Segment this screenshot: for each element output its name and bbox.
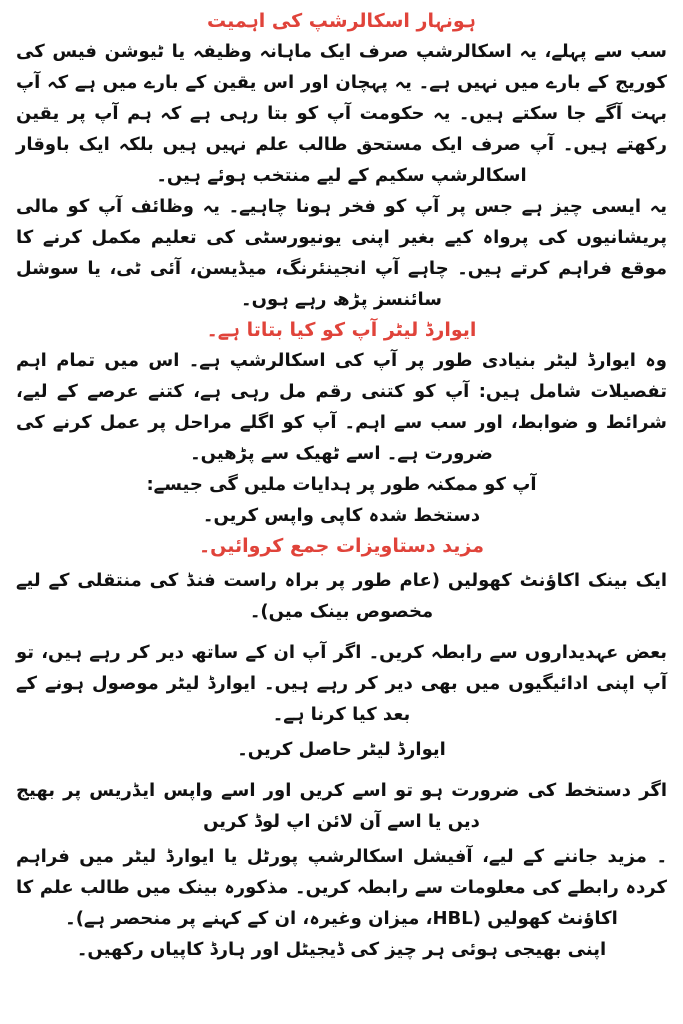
- award-letter-instructions-intro: آپ کو ممکنہ طور پر ہدایات ملیں گی جیسے:: [146, 474, 537, 495]
- importance-paragraph-2: یہ ایسی چیز ہے جس پر آپ کو فخر ہونا چاہیے۔ یہ وظائف آپ کو مالی پریشانیوں کی پرواہ کیے بغیر اپنی یونیورسٹی کی تعلیم مکمل کرنے کا موقع فراہم کرتے ہیں۔ چاہے آپ انجینئرنگ، میڈیسن، آئی ٹی، یا سوشل سائنسز پڑھ رہے ہوں۔: [16, 196, 667, 310]
- documents-get-award-letter: ایوارڈ لیٹر حاصل کریں۔: [237, 739, 446, 760]
- documents-more-info-paragraph: ۔ مزید جاننے کے لیے، آفیشل اسکالرشپ پورٹل یا ایوارڈ لیٹر میں فراہم کردہ رابطے کی معلومات سے رابطہ کریں۔ مذکورہ بینک میں طالب علم کا اکاؤنٹ کھولیں (HBL، میزان وغیرہ، ان کے کہنے پر منحصر ہے)۔: [16, 846, 667, 929]
- award-letter-paragraph: وہ ایوارڈ لیٹر بنیادی طور پر آپ کی اسکالرشپ ہے۔ اس میں تمام اہم تفصیلات شامل ہیں: آپ کو کتنی رقم مل رہی ہے، کتنے عرصے کے لیے، شرائط و ضوابط، اور سب سے اہم۔ آپ کو اگلے مراحل پر عمل کرنے کی ضرورت ہے۔ اسے ٹھیک سے پڑھیں۔: [16, 350, 667, 464]
- documents-signature-paragraph: اگر دستخط کی ضرورت ہو تو اسے کریں اور اسے واپس ایڈریس پر بھیج دیں یا اسے آن لائن اپ لوڈ کریں: [16, 780, 667, 832]
- documents-keep-copies: اپنی بھیجی ہوئی ہر چیز کی ڈیجیٹل اور ہارڈ کاپیاں رکھیں۔: [76, 939, 607, 960]
- importance-paragraph-1: سب سے پہلے، یہ اسکالرشپ صرف ایک ماہانہ وظیفہ یا ٹیوشن فیس کی کوریج کے بارے میں نہیں ہے۔ یہ پہچان اور اس یقین کے بارے میں ہے کہ آپ بہت آگے جا سکتے ہیں۔ یہ حکومت آپ کو بتا رہی ہے کہ ہم آپ پر یقین رکھتے ہیں۔ آپ صرف ایک مستحق طالب علم نہیں ہیں بلکہ ایک باوقار اسکالرشپ سکیم کے لیے منتخب ہوئے ہیں۔: [16, 41, 667, 186]
- documents-bank-account-paragraph: ایک بینک اکاؤنٹ کھولیں (عام طور پر براہ راست فنڈ کی منتقلی کے لیے مخصوص بینک میں)۔: [16, 570, 667, 622]
- importance-heading: ہونہار اسکالرشپ کی اہمیت: [207, 10, 476, 32]
- award-letter-instruction-item: دستخط شدہ کاپی واپس کریں۔: [202, 505, 481, 526]
- award-letter-heading: ایوارڈ لیٹر آپ کو کیا بتاتا ہے۔: [206, 319, 477, 341]
- documents-contact-officials-paragraph: بعض عہدیداروں سے رابطہ کریں۔ اگر آپ ان کے ساتھ دیر کر رہے ہیں، تو آپ اپنی ادائیگیوں میں بھی دیر کر رہے ہیں۔ ایوارڈ لیٹر موصول ہونے کے بعد کیا کرنا ہے۔: [16, 642, 667, 725]
- documents-heading: مزید دستاویزات جمع کروائیں۔: [199, 535, 484, 557]
